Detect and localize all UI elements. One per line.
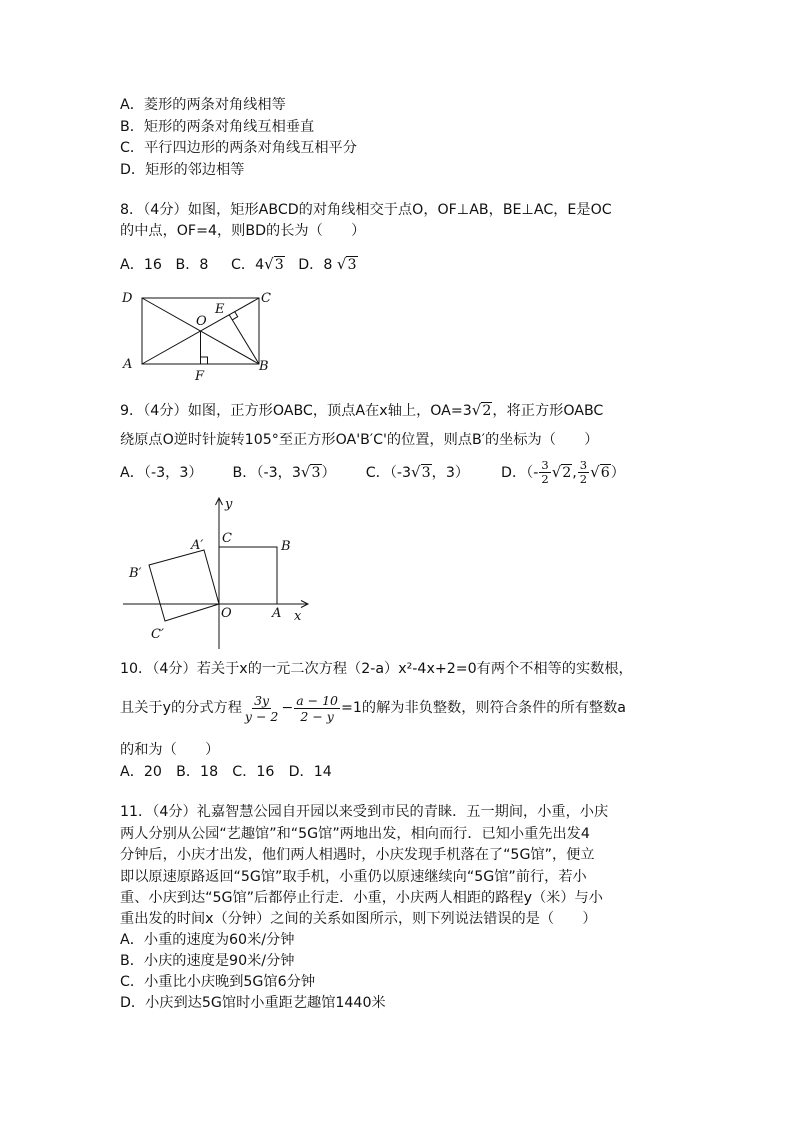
q8-option-c: C．4√3	[231, 255, 284, 273]
q8-label-f: F	[195, 369, 205, 384]
q8-rectangle-figure	[115, 285, 285, 385]
q10-stem-line3: 的和为（ ）	[120, 742, 220, 758]
q11-option-a: A．小重的速度为60米/分钟	[120, 932, 295, 948]
q9-label-y: y	[225, 497, 233, 512]
q9-option-a: A．（-3，3）	[120, 464, 203, 481]
q9-label-b-prime: B′	[129, 566, 142, 581]
q11-stem-line3: 分钟后，小庆才出发，他们两人相遇时，小庆发现手机落在了“5G馆”，便立	[120, 847, 595, 863]
q8-stem-line1: 8．（4分）如图，矩形ABCD的对角线相交于点O，OF⊥AB，BE⊥AC，E是OC	[120, 202, 612, 218]
q9-label-o: O	[221, 606, 232, 621]
q8-label-a: A	[123, 357, 133, 372]
q8-stem-line2: 的中点，OF=4，则BD的长为（ ）	[120, 223, 366, 239]
q9-label-x: x	[294, 609, 302, 624]
q9-options	[120, 459, 625, 486]
q9-label-b: B	[281, 539, 291, 554]
q9-option-b: B．（-3，3√3）	[232, 463, 336, 481]
q7-option-c: C．平行四边形的两条对角线互相平分	[120, 140, 357, 156]
q8-option-d: D．8 √3	[298, 255, 357, 273]
q9-stem-line2: 绕原点O逆时针旋转105°至正方形OA'B′C'的位置，则点B′的坐标为（ ）	[120, 432, 599, 448]
q9-stem-line1: 9．（4分）如图，正方形OABC，顶点A在x轴上，OA=3√2，将正方形OABC	[120, 401, 604, 419]
q9-option-c: C．（-3√3，3）	[365, 463, 470, 481]
q9-label-a-prime: A′	[191, 538, 204, 553]
q7-option-d: D．矩形的邻边相等	[120, 162, 245, 178]
q10-options: A．20 B．18 C．16 D．14	[120, 764, 332, 780]
q11-stem-line1: 11．（4分）礼嘉智慧公园自开园以来受到市民的青睐．五一期间，小重，小庆	[120, 804, 609, 820]
q11-stem-line6: 重出发的时间x（分钟）之间的关系如图所示，则下列说法错误的是（ ）	[120, 911, 597, 927]
q7-option-a: A．菱形的两条对角线相等	[120, 97, 286, 113]
q8-option-a: A．16	[120, 257, 162, 273]
q10-stem-line1: 10．（4分）若关于x的一元二次方程（2-a）x²-4x+2=0有两个不相等的实数根，	[120, 661, 633, 677]
q11-stem-line2: 两人分别从公园“艺趣馆”和“5G馆”两地出发，相向而行．已知小重先出发4	[120, 826, 590, 842]
q9-coordinate-figure	[115, 493, 320, 653]
q11-option-c: C．小重比小庆晚到5G馆6分钟	[120, 974, 316, 990]
q11-option-d: D．小庆到达5G馆时小重距艺趣馆1440米	[120, 995, 386, 1011]
q8-label-c: C	[261, 291, 271, 306]
q8-options	[120, 254, 358, 275]
q9-label-a: A	[272, 606, 282, 621]
q9-label-c: C	[222, 531, 232, 546]
q8-option-b: B．8	[175, 257, 209, 273]
q8-label-o: O	[196, 314, 207, 329]
q7-option-b: B．矩形的两条对角线互相垂直	[120, 119, 315, 135]
q10-fraction-2: $\frac{a - 10}{2 - y}$	[296, 692, 339, 724]
q9-label-c-prime: C′	[151, 627, 164, 642]
q8-label-e: E	[215, 302, 225, 317]
q8-label-d: D	[122, 291, 133, 306]
q9-option-d: D．（- $\frac{3}{2}$ √2 , $\frac{3}{2}$ √6 ）	[501, 458, 625, 486]
q10-stem-line2: 且关于y的分式方程 $\frac{3y}{y - 2}$ − $\frac{a - 10}{2 - y}$ =1的解为非负整数，则符合条件的所有整数a	[120, 692, 627, 724]
q11-option-b: B．小庆的速度是90米/分钟	[120, 953, 295, 969]
q10-fraction-1: $\frac{3y}{y - 2}$	[244, 692, 279, 724]
q11-stem-line4: 即以原速原路返回“5G馆”取手机，小重仍以原速继续向“5G馆”前行，若小	[120, 869, 587, 885]
q8-label-b: B	[259, 359, 269, 374]
q11-stem-line5: 重、小庆到达“5G馆”后都停止行走．小重，小庆两人相距的路程y（米）与小	[120, 890, 603, 906]
